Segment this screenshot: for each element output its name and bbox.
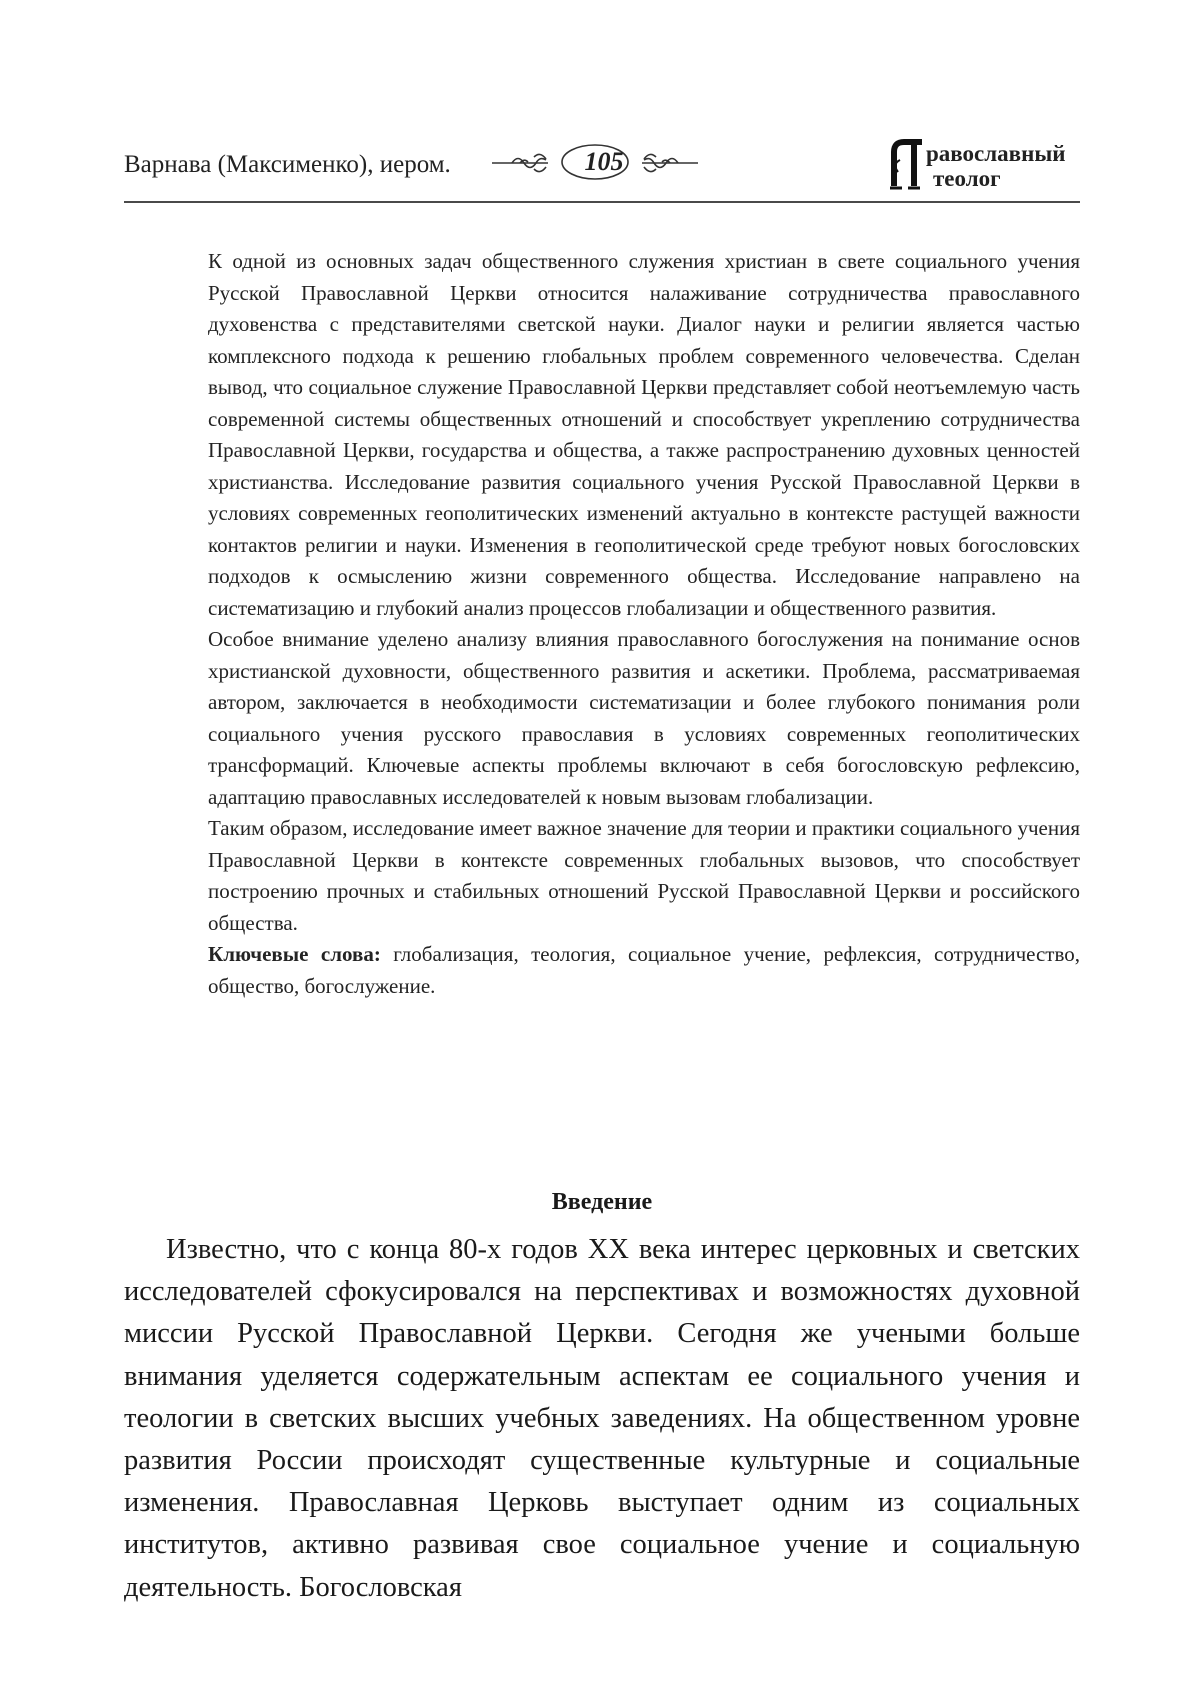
header-divider — [124, 201, 1080, 203]
journal-logo — [888, 136, 1088, 196]
abstract-paragraph: К одной из основных задач общественного служения христиан в свете социального учения Русской Православной Церкви относится налаживание сотрудничества православного духовенства с представителями светской науки. Диалог науки и религии является частью комплексного подхода к решению глобальных проблем современного человечества. Сделан вывод, что социальное служение Православной Церкви представляет собой неотъемлемую часть современной системы общественных отношений и способствует укреплению сотрудничества Православной Церкви, государства и общества, а также распространению духовных ценностей христианства. Исследование развития социального учения Русской Православной Церкви в условиях современных геополитических изменений актуально в контексте растущей важности контактов религии и науки. Изменения в геополитической среде требуют новых богословских подходов к осмыслению жизни современного общества. Исследование направлено на систематизацию и глубокий анализ процессов глобализации и общественного развития. — [208, 249, 1080, 620]
page-number: 105 — [584, 147, 624, 176]
abstract-paragraph: Таким образом, исследование имеет важное значение для теории и практики социального учения Православной Церкви в контексте современных глобальных вызовов, что способствует построению прочных и стабильных отношений Русской Православной Церкви и российского общества. — [208, 816, 1080, 935]
abstract — [208, 246, 1080, 1002]
running-header-author: Варнава (Максименко), иером. — [124, 151, 451, 178]
journal-title-line1: равославный — [926, 141, 1066, 166]
introduction-paragraph: Известно, что с конца 80-х годов XX века интерес церковных и светских исследователей сфокусировался на перспективах и возможностях духовной миссии Русской Православной Церкви. Сегодня же учеными больше внимания уделяется содержательным аспектам ее социального учения и теологии в светских высших учебных заведениях. На общественном уровне развития России происходят существенные культурные и социальные изменения. Православная Церковь выступает одним из социальных институтов, активно развивая свое социальное учение и социальную деятельность. Богословская — [124, 1234, 1080, 1603]
keywords-paragraph — [208, 939, 1080, 1002]
journal-title-line2: теолог — [933, 166, 1001, 191]
section-heading: Введение — [551, 1189, 653, 1215]
keywords-label: Ключевые слова: — [208, 942, 381, 966]
keywords-list: глобализация, теология, социальное учение, рефлексия, сотрудничество, общество, богослужение. — [208, 942, 1080, 998]
journal-logo-letter-icon — [888, 136, 928, 194]
abstract-paragraph: Особое внимание уделено анализу влияния православного богослужения на понимание основ христианской духовности, общественного развития и аскетики. Проблема, рассматриваемая автором, заключается в необходимости систематизации и более глубокого понимания роли социального учения русского православия в условиях современных геополитических трансформаций. Ключевые аспекты проблемы включают в себя богословскую рефлексию, адаптацию православных исследователей к новым вызовам глобализации. — [208, 627, 1080, 809]
